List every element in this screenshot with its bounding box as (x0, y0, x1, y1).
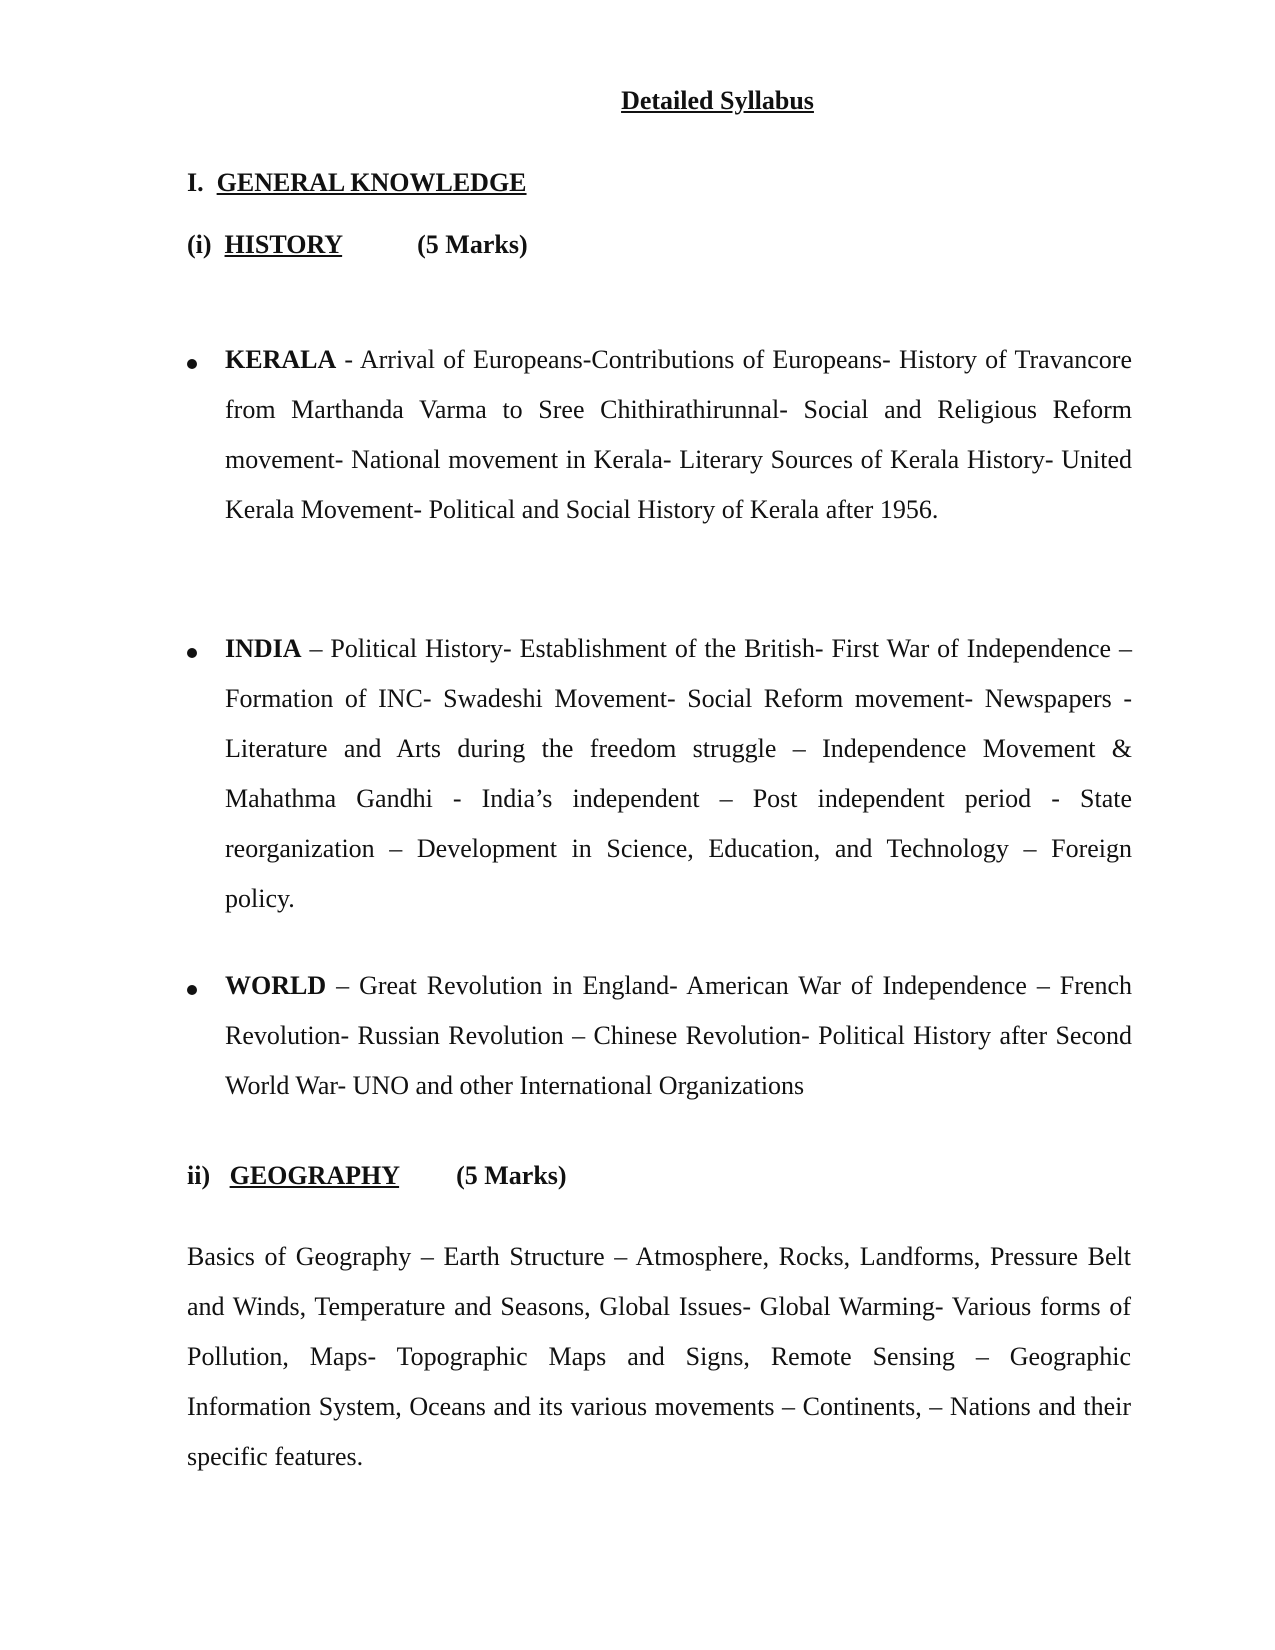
history-marks: (5 Marks) (417, 230, 528, 259)
document-title: Detailed Syllabus (621, 86, 814, 115)
bullet-body: Great Revolution in England- American War of Independence – French Revolution- Russian Revolution – Chinese Revolution- Political History after Second World War- UNO and other International Organizations (225, 971, 1133, 1100)
section-number: I. (187, 168, 204, 197)
bullet-item-india (187, 634, 1132, 924)
geography-number: ii) (187, 1161, 211, 1190)
subheading-geography (187, 1161, 567, 1191)
subheading-history (187, 230, 528, 260)
section-heading-general-knowledge (187, 168, 527, 198)
bullet-icon (187, 985, 197, 995)
bullet-item-kerala (187, 345, 1132, 535)
bullet-body: Political History- Establishment of the British- First War of Independence – Formation of INC- Swadeshi Movement- Social Reform movement- Newspapers - Literature and Arts during the freedom struggle – Independence Movement & Mahathma Gandhi - India’s independent – Post independent period - State reorganization – Development in Science, Education, and Technology – Foreign policy. (225, 634, 1133, 913)
geography-paragraph: Basics of Geography – Earth Structure – Atmosphere, Rocks, Landforms, Pressure Belt and Winds, Temperature and Seasons, Global Issues- Global Warming- Various forms of Pollution, Maps- Topographic Maps and Signs, Remote Sensing – Geographic Information System, Oceans and its various movements – Continents, – Nations and their specific features. (187, 1242, 1131, 1471)
section-title: GENERAL KNOWLEDGE (216, 168, 527, 197)
geography-marks: (5 Marks) (456, 1161, 567, 1190)
bullet-icon (187, 648, 197, 658)
history-title: HISTORY (224, 230, 343, 259)
history-number: (i) (187, 230, 212, 259)
geography-title: GEOGRAPHY (229, 1161, 400, 1190)
bullet-body: Arrival of Europeans-Contributions of Europeans- History of Travancore from Marthanda Varma to Sree Chithirathirunnal- Social and Religious Reform movement- National movement in Kerala- Literary Sources of Kerala History- United Kerala Movement- Political and Social History of Kerala after 1956. (225, 345, 1132, 524)
bullet-label: KERALA (225, 345, 337, 374)
bullet-label: INDIA (225, 634, 302, 663)
bullet-separator: – (301, 634, 331, 663)
bullet-icon (187, 359, 197, 369)
bullet-label: WORLD (225, 971, 327, 1000)
bullet-separator: - (336, 345, 360, 374)
bullet-item-world (187, 971, 1132, 1111)
bullet-separator: – (326, 971, 360, 1000)
